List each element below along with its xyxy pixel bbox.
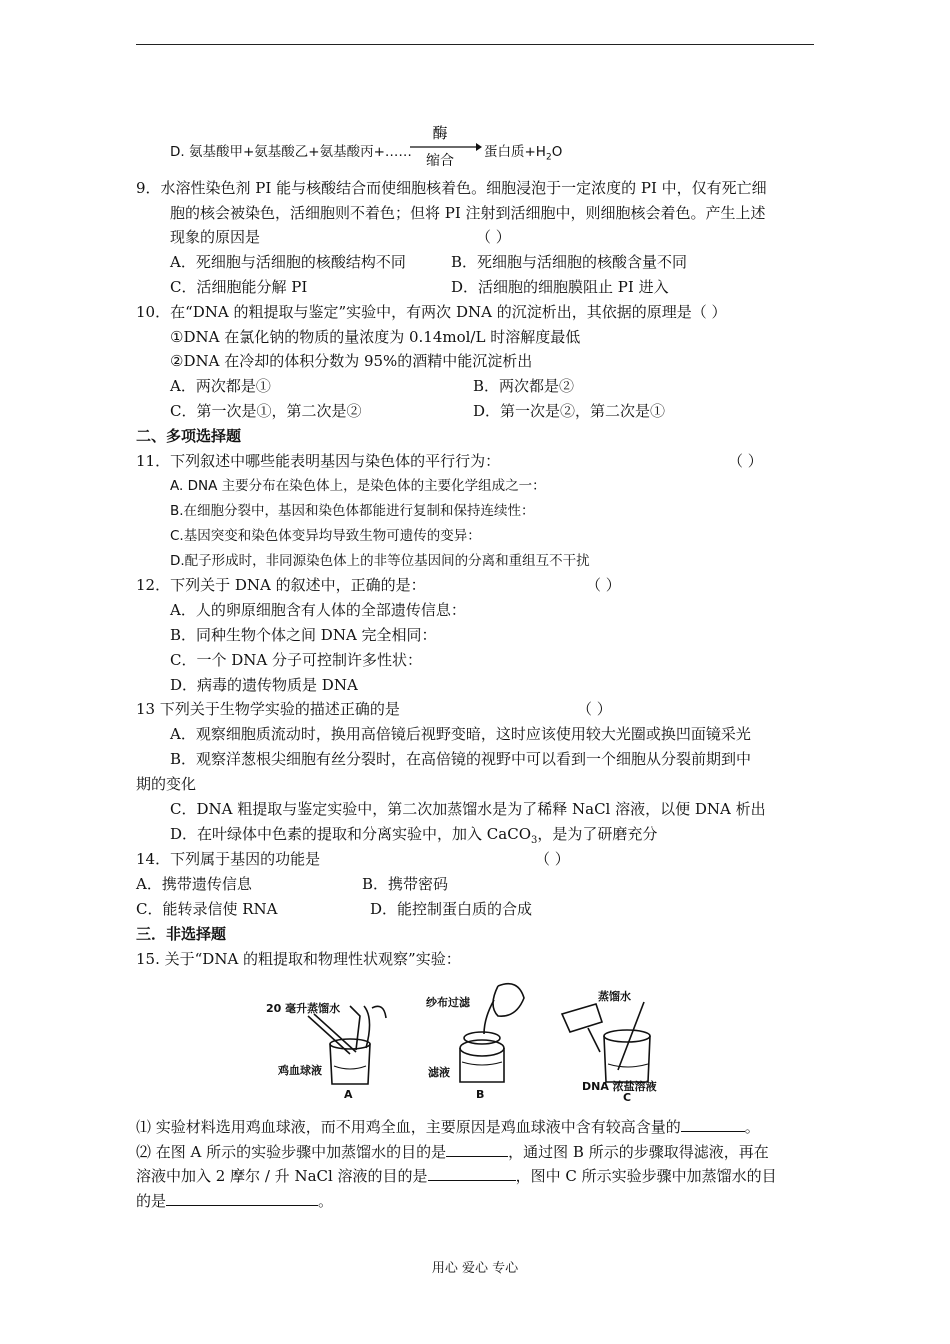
q10-statement-2: ②DNA 在冷却的体积分数为 95%的酒精中能沉淀析出 <box>170 352 533 370</box>
glass-rod-icon <box>618 1002 644 1070</box>
q10-stem: 10．在“DNA 的粗提取与鉴定”实验中，有两次 DNA 的沉淀析出，其依据的原理是（ ） <box>136 303 727 321</box>
figure-b <box>426 984 524 1101</box>
q12-option-c: C．一个 DNA 分子可控制许多性状： <box>170 651 422 669</box>
q10-option-c: C．第一次是①，第二次是② <box>170 402 362 420</box>
q15-part2-line2: 溶液中加入 2 摩尔 / 升 NaCl 溶液的目的是 ，图中 C 所示实验步骤中加蒸馏水的目 <box>136 1167 777 1185</box>
q13-option-d: D．在叶绿体中色素的提取和分离实验中，加入 CaCO$_3$，是为了研磨充分 <box>170 825 658 846</box>
figure-b-letter: B <box>476 1088 485 1101</box>
q14-stem: 14．下列属于基因的功能是 <box>136 850 321 868</box>
q14-option-d: D．能控制蛋白质的合成 <box>370 900 533 918</box>
q9-stem-line2: 胞的核会被染色，活细胞则不着色；但将 PI 注射到活细胞中，则细胞核会着色。产生上述 <box>170 204 766 222</box>
reaction-arrow-icon <box>410 124 482 170</box>
figure-c-letter: C <box>623 1091 632 1102</box>
q12-option-b: B．同种生物个体之间 DNA 完全相同： <box>170 626 437 644</box>
q10-option-b: B．两次都是② <box>473 377 575 395</box>
q11-stem: 11．下列叙述中哪些能表明基因与染色体的平行行为： <box>136 452 501 470</box>
answer-blank-1[interactable] <box>681 1117 745 1132</box>
figure-a-letter: A <box>344 1088 353 1101</box>
q13-option-a: A．观察细胞质流动时，换用高倍镜后视野变暗，这时应该使用较大光圈或换凹面镜采光 <box>170 725 751 743</box>
q11-answer-paren: （ ） <box>728 452 763 470</box>
answer-blank-4[interactable] <box>166 1191 318 1206</box>
q15-part1: ⑴ 实验材料选用鸡血球液，而不用鸡全血，主要原因是鸡血球液中含有较高含量的 。 <box>136 1118 760 1136</box>
q9-option-c: C．活细胞能分解 PI <box>170 278 308 296</box>
q15-part2-line1: ⑵ 在图 A 所示的实验步骤中加蒸馏水的目的是 ，通过图 B 所示的步骤取得滤液，再在 <box>136 1143 769 1161</box>
beaker-c-icon <box>604 1036 650 1082</box>
q9-option-d: D．活细胞的细胞膜阻止 PI 进入 <box>451 278 669 296</box>
q14-option-b: B．携带密码 <box>362 875 449 893</box>
q15-part2-line3: 的是 。 <box>136 1192 334 1210</box>
figure-a-bottom-label: 鸡血球液 <box>278 1064 322 1077</box>
q11-option-a: A. DNA 主要分布在染色体上，是染色体的主要化学组成之一： <box>170 478 546 494</box>
q13-answer-paren: （ ） <box>577 700 612 718</box>
q12-answer-paren: （ ） <box>586 576 621 594</box>
q13-option-c: C．DNA 粗提取与鉴定实验中，第二次加蒸馏水是为了稀释 NaCl 溶液，以便 DNA 析出 <box>170 800 766 818</box>
equation-right: 蛋白质$+H_2O$ <box>484 144 563 163</box>
figure-a <box>266 1001 386 1101</box>
figure-a-top-label: 20 毫升蒸馏水 <box>266 1002 341 1015</box>
figure-c-top-label: 蒸馏水 <box>598 990 631 1003</box>
equation-left: D. 氨基酸甲+氨基酸乙+氨基酸丙+…… <box>170 144 412 160</box>
q13-option-b-line1: B．观察洋葱根尖细胞有丝分裂时，在高倍镜的视野中可以看到一个细胞从分裂前期到中 <box>170 750 752 768</box>
q9-stem-line3: 现象的原因是 <box>170 228 261 246</box>
experiment-figure <box>248 978 688 1102</box>
q12-option-d: D．病毒的遗传物质是 DNA <box>170 676 358 694</box>
q11-option-b: B.在细胞分裂中，基因和染色体都能进行复制和保持连续性： <box>170 503 535 519</box>
q13-stem: 13 下列关于生物学实验的描述正确的是 <box>136 700 400 718</box>
q9-option-b: B．死细胞与活细胞的核酸含量不同 <box>451 253 688 271</box>
q13-option-b-line2: 期的变化 <box>136 775 197 793</box>
figure-c <box>562 989 657 1102</box>
beaker-a-icon <box>330 1044 370 1084</box>
figure-b-side-label: 滤液 <box>428 1066 450 1079</box>
header-rule <box>136 44 814 45</box>
q11-option-c: C.基因突变和染色体变异均导致生物可遗传的变异： <box>170 528 481 544</box>
q11-option-d: D.配子形成时，非同源染色体上的非等位基因间的分离和重组互不干扰 <box>170 553 590 569</box>
section-heading-multiple-choice: 二、多项选择题 <box>136 427 242 445</box>
q15-stem: 15. 关于“DNA 的粗提取和物理性状观察”实验： <box>136 950 461 968</box>
q12-stem: 12．下列关于 DNA 的叙述中，正确的是： <box>136 576 426 594</box>
pouring-beaker-icon <box>562 1004 602 1032</box>
page-footer: 用心 爱心 专心 <box>431 1261 519 1276</box>
q14-option-c: C．能转录信使 RNA <box>136 900 278 918</box>
q10-option-d: D．第一次是②，第二次是① <box>473 402 666 420</box>
q14-option-a: A．携带遗传信息 <box>136 875 252 893</box>
figure-c-bottom-label: DNA 浓盐溶液 <box>582 1080 657 1093</box>
gauze-hand-icon <box>493 984 524 1016</box>
q12-option-a: A．人的卵原细胞含有人体的全部遗传信息： <box>170 601 466 619</box>
answer-blank-2[interactable] <box>446 1142 508 1157</box>
q10-statement-1: ①DNA 在氯化钠的物质的量浓度为 0.14mol/L 时溶解度最低 <box>170 328 581 346</box>
arrow-label-bottom: 缩合 <box>426 153 454 169</box>
arrow-label-top: 酶 <box>432 124 448 142</box>
q10-option-a: A．两次都是① <box>170 377 271 395</box>
q9-option-a: A．死细胞与活细胞的核酸结构不同 <box>170 253 406 271</box>
q14-answer-paren: （ ） <box>535 850 570 868</box>
section-heading-non-choice: 三．非选择题 <box>136 925 227 943</box>
q9-answer-paren: （ ） <box>476 228 511 246</box>
answer-blank-3[interactable] <box>428 1166 516 1181</box>
figure-b-top-label: 纱布过滤 <box>426 996 470 1009</box>
q9-stem-line1: 9．水溶性染色剂 PI 能与核酸结合而使细胞核着色。细胞浸泡于一定浓度的 PI 中，仅有死亡细 <box>136 179 767 197</box>
